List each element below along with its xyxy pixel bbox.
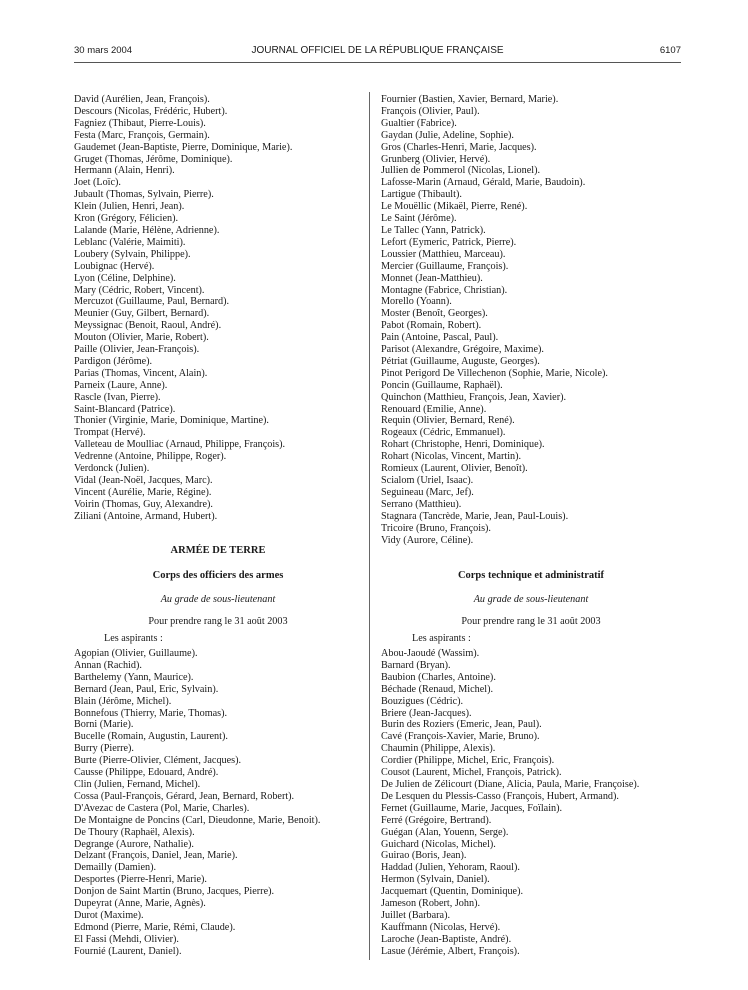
list-item: Le Saint (Jérôme). (381, 213, 457, 225)
list-item: Briere (Jean-Jacques). (381, 707, 472, 719)
left-top-name-list (74, 94, 362, 523)
list-item: Bernard (Jean, Paul, Eric, Sylvain). (74, 683, 219, 695)
list-item: Parneix (Laure, Anne). (74, 379, 168, 391)
list-item: David (Aurélien, Jean, François). (74, 94, 210, 105)
list-item: Demailly (Damien). (74, 862, 157, 874)
list-item: Romieux (Laurent, Olivier, Benoît). (381, 463, 528, 475)
list-item: Serrano (Matthieu). (381, 498, 462, 510)
list-item: Montagne (Fabrice, Christian). (381, 284, 508, 296)
page-header (74, 45, 681, 59)
list-item: Pain (Antoine, Pascal, Paul). (381, 332, 499, 344)
list-item: Gaudemet (Jean-Baptiste, Pierre, Dominique, Marie). (74, 141, 293, 153)
left-aspirants-list (74, 648, 362, 958)
list-item: Thonier (Virginie, Marie, Dominique, Martine). (74, 415, 269, 427)
list-item: Seguineau (Marc, Jef). (381, 486, 474, 498)
list-item: Valleteau de Moulliac (Arnaud, Philippe, François). (74, 439, 286, 451)
column-divider (369, 92, 370, 960)
list-item: Vincent (Aurélie, Marie, Régine). (74, 486, 212, 498)
list-item: Chaumin (Philippe, Alexis). (381, 743, 496, 755)
list-item: Burte (Pierre-Olivier, Clément, Jacques). (74, 755, 242, 767)
list-item: Lasue (Jérémie, Albert, François). (381, 945, 520, 957)
list-item: Poncin (Guillaume, Raphaël). (381, 379, 503, 391)
list-item: D'Avezac de Castera (Pol, Marie, Charles). (74, 802, 250, 814)
list-item: De Montaigne de Poncins (Carl, Dieudonne, Marie, Benoit). (74, 814, 321, 826)
list-item: Meyssignac (Benoit, Raoul, André). (74, 320, 222, 332)
list-item: Stagnara (Tancrède, Marie, Jean, Paul-Louis). (381, 510, 569, 522)
list-item: De Lesquen du Plessis-Casso (François, Hubert, Armand). (381, 790, 619, 802)
list-item: Gruget (Thomas, Jérôme, Dominique). (74, 153, 233, 165)
list-item: Pinot Perigord De Villechenon (Sophie, Marie, Nicole). (381, 367, 608, 379)
list-item: Bucelle (Romain, Augustin, Laurent). (74, 731, 228, 743)
list-item: Paille (Olivier, Jean-François). (74, 344, 200, 356)
list-item: Bouzigues (Cédric). (381, 695, 464, 707)
list-item: Vidal (Jean-Noël, Jacques, Marc). (74, 475, 213, 486)
list-item: Mercuzot (Guillaume, Paul, Bernard). (74, 296, 230, 308)
list-item: Joet (Loïc). (74, 177, 121, 189)
list-item: Gaydan (Julie, Adeline, Sophie). (381, 129, 514, 141)
list-item: Ziliani (Antoine, Armand, Hubert). (74, 510, 218, 522)
list-item: Béchade (Renaud, Michel). (381, 683, 494, 695)
list-item: Pardigon (Jérôme). (74, 355, 153, 367)
list-item: Renouard (Emilie, Anne). (381, 403, 487, 415)
list-item: Desportes (Pierre-Henri, Marie). (74, 874, 207, 886)
list-item: Requin (Olivier, Bernard, René). (381, 415, 515, 427)
list-item: Durot (Maxime). (74, 909, 144, 921)
list-item: Grunberg (Olivier, Hervé). (381, 153, 491, 165)
left-grade: Au grade de sous-lieutenant (160, 594, 276, 605)
issue-date: 30 mars 2004 (74, 45, 133, 56)
list-item: Lefort (Eymeric, Patrick, Pierre). (381, 236, 517, 248)
list-item: Loussier (Matthieu, Marceau). (381, 248, 506, 260)
list-item: Mercier (Guillaume, François). (381, 260, 509, 272)
list-item: Causse (Philippe, Edouard, André). (74, 767, 219, 779)
list-item: Donjon de Saint Martin (Bruno, Jacques, Pierre). (74, 886, 275, 898)
list-item: Borni (Marie). (74, 719, 134, 731)
right-top-name-list (381, 94, 681, 546)
list-item: El Fassi (Mehdi, Olivier). (74, 933, 179, 945)
list-item: Dupeyrat (Anne, Marie, Agnès). (74, 898, 206, 910)
list-item: Haddad (Julien, Yehoram, Raoul). (381, 862, 520, 874)
page-number: 6107 (659, 45, 681, 56)
list-item: Monnet (Jean-Matthieu). (381, 272, 483, 284)
list-item: Lalande (Marie, Hélène, Adrienne). (74, 224, 220, 236)
list-item: Vedrenne (Antoine, Philippe, Roger). (74, 451, 227, 463)
list-item: Clin (Julien, Fernand, Michel). (74, 778, 201, 790)
list-item: Pétriat (Guillaume, Auguste, Georges). (381, 355, 540, 367)
list-item: Gros (Charles-Henri, Marie, Jacques). (381, 141, 537, 153)
list-item: Le Mouëllic (Mikaël, Pierre, René). (381, 201, 528, 213)
right-grade: Au grade de sous-lieutenant (473, 594, 589, 605)
list-item: Morello (Yoann). (381, 296, 452, 308)
list-item: Edmond (Pierre, Marie, Rémi, Claude). (74, 921, 236, 933)
list-item: Vidy (Aurore, Céline). (381, 534, 474, 546)
list-item: Trompat (Hervé). (74, 427, 146, 439)
list-item: Leblanc (Valérie, Maimiti). (74, 236, 186, 248)
list-item: Juillet (Barbara). (381, 909, 451, 921)
list-item: Agopian (Olivier, Guillaume). (74, 648, 198, 659)
list-item: Fagniez (Thibaut, Pierre-Louis). (74, 117, 206, 129)
list-item: Degrange (Aurore, Nathalie). (74, 838, 194, 850)
list-item: Burry (Pierre). (74, 743, 134, 755)
header-rule (74, 62, 681, 63)
list-item: Tricoire (Bruno, François). (381, 522, 491, 534)
list-item: Fournier (Bastien, Xavier, Bernard, Marie). (381, 94, 559, 105)
list-item: Laroche (Jean-Baptiste, André). (381, 933, 512, 945)
list-item: Loubery (Sylvain, Philippe). (74, 248, 191, 260)
list-item: Rohart (Nicolas, Vincent, Martin). (381, 451, 522, 463)
list-item: François (Olivier, Paul). (381, 105, 480, 117)
list-item: Rascle (Ivan, Pierre). (74, 391, 161, 403)
army-title: ARMÉE DE TERRE (170, 545, 266, 556)
list-item: De Thoury (Raphaël, Alexis). (74, 826, 195, 838)
list-item: Cousot (Laurent, Michel, François, Patrick). (381, 767, 562, 779)
list-item: Cordier (Philippe, Michel, Eric, François). (381, 755, 555, 767)
list-item: Jacquemart (Quentin, Dominique). (381, 886, 524, 898)
list-item: Festa (Marc, François, Germain). (74, 129, 210, 141)
list-item: Lartigue (Thibault). (381, 189, 462, 201)
list-item: Jameson (Robert, John). (381, 898, 481, 910)
journal-title: JOURNAL OFFICIEL DE LA RÉPUBLIQUE FRANÇAISE (251, 45, 504, 56)
list-item: Moster (Benoît, Georges). (381, 308, 488, 320)
left-corps-title: Corps des officiers des armes (152, 570, 284, 581)
list-item: Le Tallec (Yann, Patrick). (381, 224, 486, 236)
list-item: Annan (Rachid). (74, 659, 142, 671)
list-item: Delzant (François, Daniel, Jean, Marie). (74, 850, 238, 862)
list-item: Fournié (Laurent, Daniel). (74, 945, 182, 957)
list-item: Barnard (Bryan). (381, 659, 451, 671)
list-item: De Julien de Zélicourt (Diane, Alicia, Paula, Marie, Françoise). (381, 778, 640, 790)
list-item: Rogeaux (Cédric, Emmanuel). (381, 427, 506, 439)
list-item: Rohart (Christophe, Henri, Dominique). (381, 439, 545, 451)
list-item: Kron (Grégory, Félicien). (74, 213, 179, 225)
list-item: Barthelemy (Yann, Maurice). (74, 671, 194, 683)
left-aspirants-label: Les aspirants : (104, 633, 163, 644)
list-item: Jubault (Thomas, Sylvain, Pierre). (74, 189, 214, 201)
right-corps-title: Corps technique et administratif (457, 570, 605, 581)
list-item: Mouton (Olivier, Marie, Robert). (74, 332, 209, 344)
list-item: Voirin (Thomas, Guy, Alexandre). (74, 498, 213, 510)
list-item: Ferré (Grégoire, Bertrand). (381, 814, 492, 826)
list-item: Lyon (Céline, Delphine). (74, 272, 176, 284)
list-item: Bonnefous (Thierry, Marie, Thomas). (74, 707, 228, 719)
list-item: Saint-Blancard (Patrice). (74, 403, 176, 415)
list-item: Guégan (Alan, Youenn, Serge). (381, 826, 509, 838)
left-rank-date: Pour prendre rang le 31 août 2003 (148, 616, 288, 627)
list-item: Quinchon (Matthieu, François, Jean, Xavier). (381, 391, 567, 403)
list-item: Cavé (François-Xavier, Marie, Bruno). (381, 731, 540, 743)
list-item: Descours (Nicolas, Frédéric, Hubert). (74, 105, 228, 117)
list-item: Lafosse-Marin (Arnaud, Gérald, Marie, Baudoin). (381, 177, 586, 189)
list-item: Klein (Julien, Henri, Jean). (74, 201, 185, 213)
list-item: Parisot (Alexandre, Grégoire, Maxime). (381, 344, 544, 356)
list-item: Pabot (Romain, Robert). (381, 320, 482, 332)
list-item: Fernet (Guillaume, Marie, Jacques, Foïlain). (381, 802, 563, 814)
list-item: Verdonck (Julien). (74, 463, 150, 475)
list-item: Jullien de Pommerol (Nicolas, Lionel). (381, 165, 541, 177)
list-item: Cossa (Paul-François, Gérard, Jean, Bernard, Robert). (74, 790, 295, 802)
list-item: Burin des Roziers (Emeric, Jean, Paul). (381, 719, 542, 731)
list-item: Abou-Jaoudé (Wassim). (381, 648, 480, 659)
list-item: Blain (Jérôme, Michel). (74, 695, 172, 707)
right-aspirants-list (381, 648, 681, 958)
list-item: Baubion (Charles, Antoine). (381, 671, 496, 683)
right-rank-date: Pour prendre rang le 31 août 2003 (461, 616, 601, 627)
list-item: Kauffmann (Nicolas, Hervé). (381, 921, 501, 933)
list-item: Hermon (Sylvain, Daniel). (381, 874, 490, 886)
list-item: Hermann (Alain, Henri). (74, 165, 175, 177)
list-item: Parias (Thomas, Vincent, Alain). (74, 367, 208, 379)
list-item: Guichard (Nicolas, Michel). (381, 838, 496, 850)
list-item: Guirao (Boris, Jean). (381, 850, 467, 862)
list-item: Scialom (Uriel, Isaac). (381, 475, 474, 486)
list-item: Meunier (Guy, Gilbert, Bernard). (74, 308, 210, 320)
right-aspirants-label: Les aspirants : (412, 633, 471, 644)
list-item: Mary (Cédric, Robert, Vincent). (74, 284, 205, 296)
list-item: Gualtier (Fabrice). (381, 117, 457, 129)
list-item: Loubignac (Hervé). (74, 260, 155, 272)
